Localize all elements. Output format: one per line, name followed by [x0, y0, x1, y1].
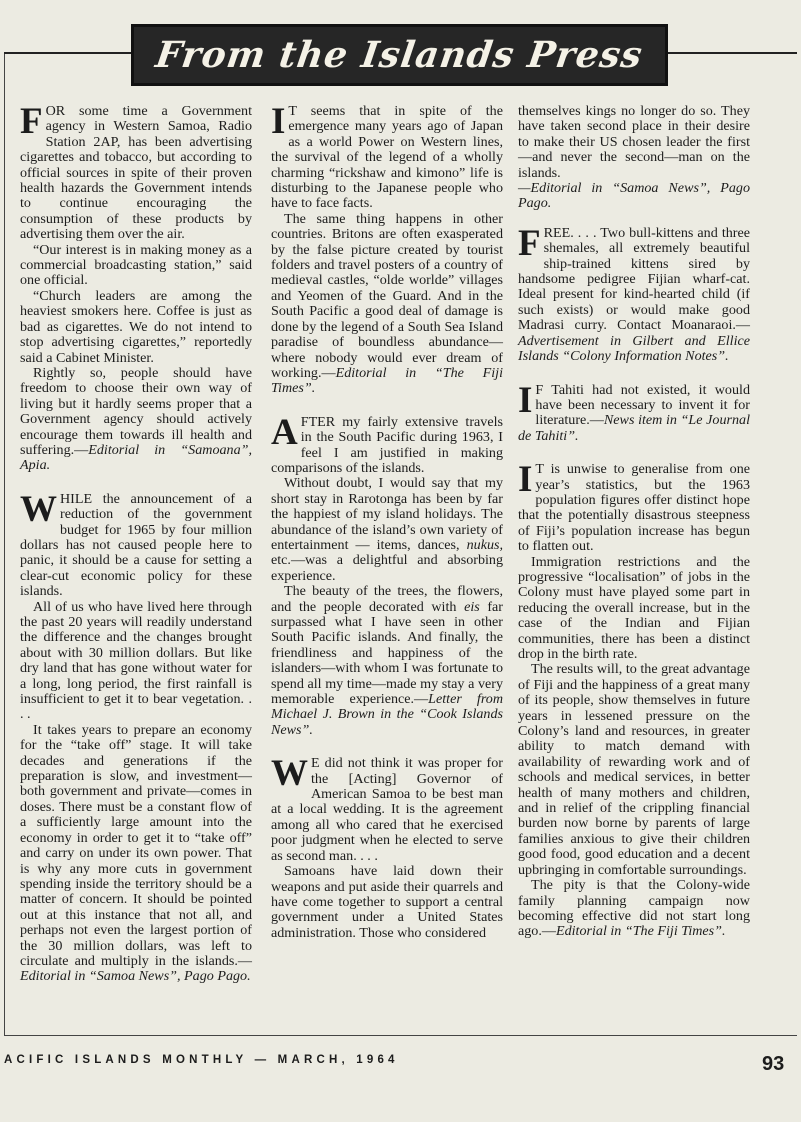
paragraph: It takes years to prepare an economy for the “take off” stage. It will take decades and generations if the preparation is slow, and investment—both government and private—comes in doses. There must be a constant flow of a sufficiently large amount into the economy in order to get it to “take off” and carry on under its own power. That is why any more cuts in government spending inside the territory should be a matter of concern. It should be pointed out at this instance that not all, and perhaps not even the largest portion of the 30 million dollars, was left to circulate and multiply in the islands.— — [20, 721, 252, 969]
source-credit: Letter from Michael J. Brown in the “Cook Islands News”. — [271, 691, 504, 738]
source-credit: Editorial in “Samoana”, Apia. — [20, 441, 252, 474]
source-credit: —Editorial in “Samoa News”, Pago Pago. — [518, 180, 750, 212]
article-tahiti — [518, 379, 750, 445]
source-credit: Advertisement in Gilbert and Ellice Islands “Colony Information Notes”. — [518, 332, 750, 365]
drop-cap: F — [20, 101, 43, 142]
paragraph: far surpassed what I have seen in other South Pacific islands. And finally, the friendliness and happiness of the islanders—with whom I was fortunate to spend all my time—made my stay a very memorable experience.— — [271, 598, 503, 708]
header-rule-left — [4, 52, 132, 54]
paragraph: Without doubt, I would say that my short stay in Rarotonga has been by far the happiest of my island holidays. The abundance of the island’s own variety of entertainment — items, dances, — [271, 475, 503, 553]
article-governor-continued — [518, 104, 750, 212]
column-2 — [271, 101, 504, 941]
column-1 — [20, 101, 252, 985]
paragraph: etc.—was a delightful and absorbing experience. — [271, 552, 503, 584]
paragraph: Samoans have laid down their weapons and put aside their quarrels and have come together to support a central government under a United States administration. Those who considered — [271, 863, 503, 941]
header-rule-right — [668, 52, 797, 54]
drop-cap: A — [271, 411, 298, 453]
bottom-rule — [4, 1035, 797, 1036]
paragraph: F Tahiti had not existed, it would have been necessary to invent it for literature.— — [535, 381, 750, 429]
drop-cap: F — [518, 222, 541, 264]
italic-word: nukus, — [466, 536, 503, 553]
page-number: 93 — [762, 1053, 785, 1075]
drop-cap: I — [271, 101, 286, 142]
paragraph: All of us who have lived here through the past 20 years will readily understand the difference and the changes brought about with 30 million dollars. But like dry land that has gone without water for a long, long period, the first rainfall is insufficient to get it to bear vegetation. . . . — [20, 598, 252, 723]
paragraph: HILE the announcement of a reduction of the government budget for 1965 by four million dollars has not caused people here to panic, it should be a cause for setting a clear-cut economic policy for these islands. — [20, 490, 252, 600]
drop-cap: W — [271, 753, 308, 795]
source-credit: Editorial in “The Fiji Times”. — [555, 923, 726, 940]
section-banner — [131, 24, 668, 86]
paragraph: REE. . . . Two bull-kittens and three shemales, all extremely beautiful ship-trained kittens sired by handsome pedigree Fijian wharf-cat. Ideal present for kind-hearted child (if such exists) or would make good Madrasi curry. Contact Moanaraoi.— — [518, 224, 750, 334]
article-rarotonga — [271, 411, 504, 739]
left-border — [4, 54, 5, 1036]
drop-cap: I — [518, 459, 533, 501]
column-3 — [518, 104, 750, 940]
paragraph: The beauty of the trees, the flowers, and the people decorated with — [271, 583, 503, 615]
paragraph: “Our interest is in making money as a commercial broadcasting station,” said one official. — [20, 241, 252, 289]
paragraph: themselves kings no longer do so. They have taken second place in their desire to make their US chosen leader the first—and never the second—man on the islands. — [518, 103, 750, 181]
paragraph: Immigration restrictions and the progressive “localisation” of jobs in the Colony must have played some part in reducing the overall increase, but in the case of the Indian and Fijian communities, there has been a distinct drop in the birth rate. — [518, 553, 750, 662]
article-kittens — [518, 222, 750, 365]
footer-publication: ACIFIC ISLANDS MONTHLY — MARCH, 1964 — [4, 1054, 399, 1066]
article-governor — [271, 753, 503, 941]
paragraph: The same thing happens in other countries. Britons are often exasperated by the false picture created by tourist folders and travel posters of a country of medieval castles, “olde worlde” villages and Yeomen of the Guard. And in the South Pacific a good deal of damage is done by the legend of a South Sea Island paradise of boundless abundance—where nobody would ever dream of working.— — [271, 210, 503, 381]
paragraph: The pity is that the Colony-wide family planning campaign now becoming effective did not start long ago.— — [518, 877, 750, 940]
paragraph: Rightly so, people should have freedom to choose their own way of living but it hardly seems proper that a Government agency should actively encourage them towards ill health and suffering.— — [20, 364, 252, 458]
source-credit: Editorial in “The Fiji Times”. — [271, 364, 503, 397]
paragraph: T is unwise to generalise from one year’s statistics, but the 1963 population figures offer distinct hope that the potentially disastrous steepness of Fiji’s population increase has begun to flatten out. — [518, 461, 750, 555]
paragraph: OR some time a Government agency in Western Samoa, Radio Station 2AP, has been advertising cigarettes and tobacco, but according to official sources in spite of their proven health hazards the Government intends to continue encouraging the consumption of these products by advertising them over the air. — [20, 103, 252, 243]
paragraph: FTER my fairly extensive travels in the South Pacific during 1963, I feel I am justified in making comparisons of the islands. — [271, 413, 503, 476]
article-population — [518, 459, 750, 940]
paragraph: T seems that in spite of the emergence many years ago of Japan as a world Power on Western lines, the survival of the legend of a wholly charming “rickshaw and kimono” life is disturbing to the Japanese people who have to face facts. — [271, 103, 503, 212]
drop-cap: I — [518, 379, 533, 421]
source-credit: News item in “Le Journal de Tahiti”. — [518, 412, 750, 444]
drop-cap: W — [20, 488, 57, 530]
article-budget — [20, 488, 252, 985]
article-legends — [271, 101, 503, 397]
section-title: From the Islands Press — [153, 34, 646, 76]
paragraph: The results will, to the great advantage of Fiji and the happiness of a great many of its people, show themselves in future years in lessened pressure on the Colony’s land and resources, in greater ability to match demand with availability of rewarding work and of schools and medical services, in better health of many mothers and children, and in relief of the crippling financial burden now borne by parents of large families anxious to give their children good food, good education and a decent upbringing in comfortable surroundings. — [518, 661, 750, 878]
paragraph: E did not think it was proper for the [Acting] Governor of American Samoa to be best man at a local wedding. It is the agreement among all who cared that he exercised poor judgment when he elected to serve as second man. . . . — [271, 755, 503, 864]
article-samoa-cigarettes — [20, 101, 252, 474]
italic-word: eis — [464, 598, 480, 615]
paragraph: “Church leaders are among the heaviest smokers here. Coffee is just as bad as cigarettes. We do not intend to stop advertising cigarettes,” reportedly said a Cabinet Minister. — [20, 287, 252, 366]
source-credit: Editorial in “Samoa News”, Pago Pago. — [20, 968, 251, 985]
